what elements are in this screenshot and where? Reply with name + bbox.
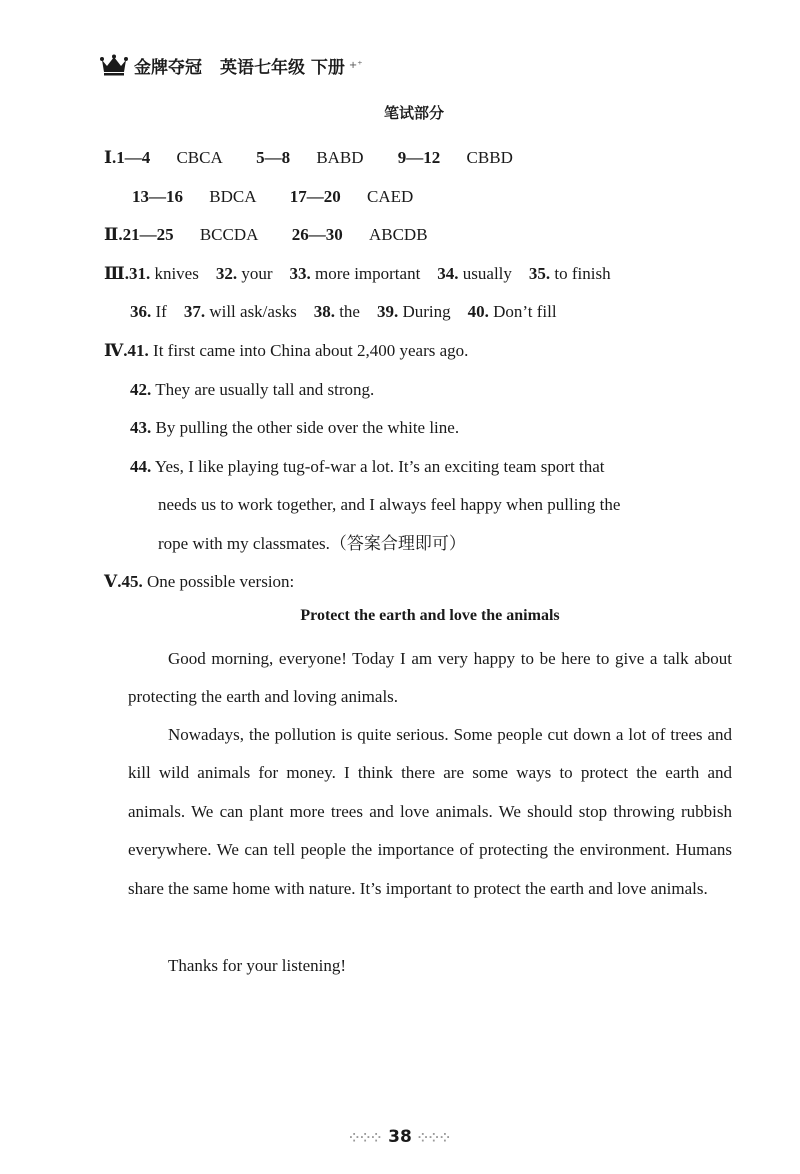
dot-ornament-icon: ⁘⁘⁘ xyxy=(349,1131,383,1145)
question-number: 34. xyxy=(437,264,459,283)
question-number: 40. xyxy=(467,302,489,321)
book-header xyxy=(100,50,363,80)
question-number: 35. xyxy=(528,264,551,283)
answer-value: During xyxy=(402,302,451,321)
page-number xyxy=(0,1127,800,1147)
answer-value: If xyxy=(155,302,167,321)
answer-range: 17—20 xyxy=(289,187,341,206)
answer-value: Yes, I like playing tug-of-war a lot. It’s an exciting team sport that xyxy=(154,457,605,476)
part1-line2 xyxy=(132,185,413,209)
answer-value: ABCDB xyxy=(368,225,428,244)
answer-value: will ask/asks xyxy=(209,302,297,321)
intro-text: One possible version: xyxy=(146,572,295,591)
part4-numeral: Ⅳ. xyxy=(104,341,128,360)
answer-value: BCCDA xyxy=(199,225,258,244)
part3-line1 xyxy=(104,262,611,286)
answer-value: usually xyxy=(462,264,512,283)
question-number: 43. xyxy=(130,418,152,437)
answer-value: BABD xyxy=(316,148,364,167)
part3-numeral: Ⅲ. xyxy=(104,264,129,283)
question-number: 41. xyxy=(127,341,149,360)
question-number: 37. xyxy=(183,302,206,321)
sparkle-mark: +⁺ xyxy=(348,59,363,71)
answer-value: They are usually tall and strong. xyxy=(155,380,375,399)
answer-range: 26—30 xyxy=(291,225,343,244)
question-number: 32. xyxy=(215,264,238,283)
answer-range: 5—8 xyxy=(256,148,291,167)
question-number: 33. xyxy=(289,264,311,283)
answer-value: By pulling the other side over the white line. xyxy=(155,418,460,437)
answer-range: 13—16 xyxy=(132,187,183,206)
essay-paragraph-1: Good morning, everyone! Today I am very happy to be here to give a talk about protecting the earth and loving animals. xyxy=(128,649,732,707)
answer-value: to finish xyxy=(554,264,611,283)
answer-value: It first came into China about 2,400 years ago. xyxy=(153,341,469,360)
question-number: 38. xyxy=(313,302,335,321)
section-title: 笔试部分 xyxy=(383,104,444,122)
essay-paragraph-2: Nowadays, the pollution is quite serious. Some people cut down a lot of trees and kill wild animals for money. I think there are some ways to protect the earth and animals. We can plant more trees and love animals. We should stop throwing rubbish everywhere. We can tell people the importance of protecting the environment. Humans share the same home with nature. It’s important to protect the earth and love animals. xyxy=(128,725,732,898)
part1-line1 xyxy=(104,146,513,170)
question-number: 45. xyxy=(121,572,143,591)
part5-intro xyxy=(104,570,294,594)
essay-title: Protect the earth and love the animals xyxy=(300,607,560,624)
answer-value: CBCA xyxy=(176,148,222,167)
part3-line2 xyxy=(130,300,557,324)
dot-ornament-icon: ⁘⁘⁘ xyxy=(417,1131,451,1145)
answer-range: 21—25 xyxy=(122,225,174,244)
answer-value: knives xyxy=(154,264,199,283)
question-number: 44. xyxy=(130,457,152,476)
part4-q44-line1 xyxy=(130,455,605,479)
question-number: 36. xyxy=(130,302,152,321)
part4-q44-line2: needs us to work together, and I always feel happy when pulling the xyxy=(158,495,621,514)
part4-q43 xyxy=(130,416,459,440)
part4-q41 xyxy=(104,339,468,363)
answer-value: CBBD xyxy=(466,148,513,167)
answer-range: 1—4 xyxy=(116,148,151,167)
part5-numeral: Ⅴ. xyxy=(104,572,122,591)
part2-line xyxy=(104,223,428,247)
answer-value: more important xyxy=(315,264,421,283)
subject-title: 英语七年级 下册 xyxy=(220,57,345,78)
part4-q44-line3: rope with my classmates.（答案合理即可） xyxy=(158,534,466,553)
page-number-value: 38 xyxy=(388,1127,412,1147)
answer-value: CAED xyxy=(367,187,414,206)
crown-icon xyxy=(100,54,128,76)
question-number: 42. xyxy=(130,380,152,399)
part4-q42 xyxy=(130,378,374,402)
question-number: 39. xyxy=(376,302,399,321)
answer-value: the xyxy=(339,302,360,321)
essay-paragraph-3: Thanks for your listening! xyxy=(168,956,346,975)
question-number: 31. xyxy=(128,264,151,283)
part1-numeral: Ⅰ. xyxy=(104,148,117,167)
part2-numeral: Ⅱ. xyxy=(104,225,123,244)
answer-range: 9—12 xyxy=(397,148,441,167)
brand-name: 金牌夺冠 xyxy=(134,57,202,78)
answer-value: your xyxy=(241,264,273,283)
answer-value: BDCA xyxy=(209,187,256,206)
answer-value: Don’t fill xyxy=(493,302,557,321)
